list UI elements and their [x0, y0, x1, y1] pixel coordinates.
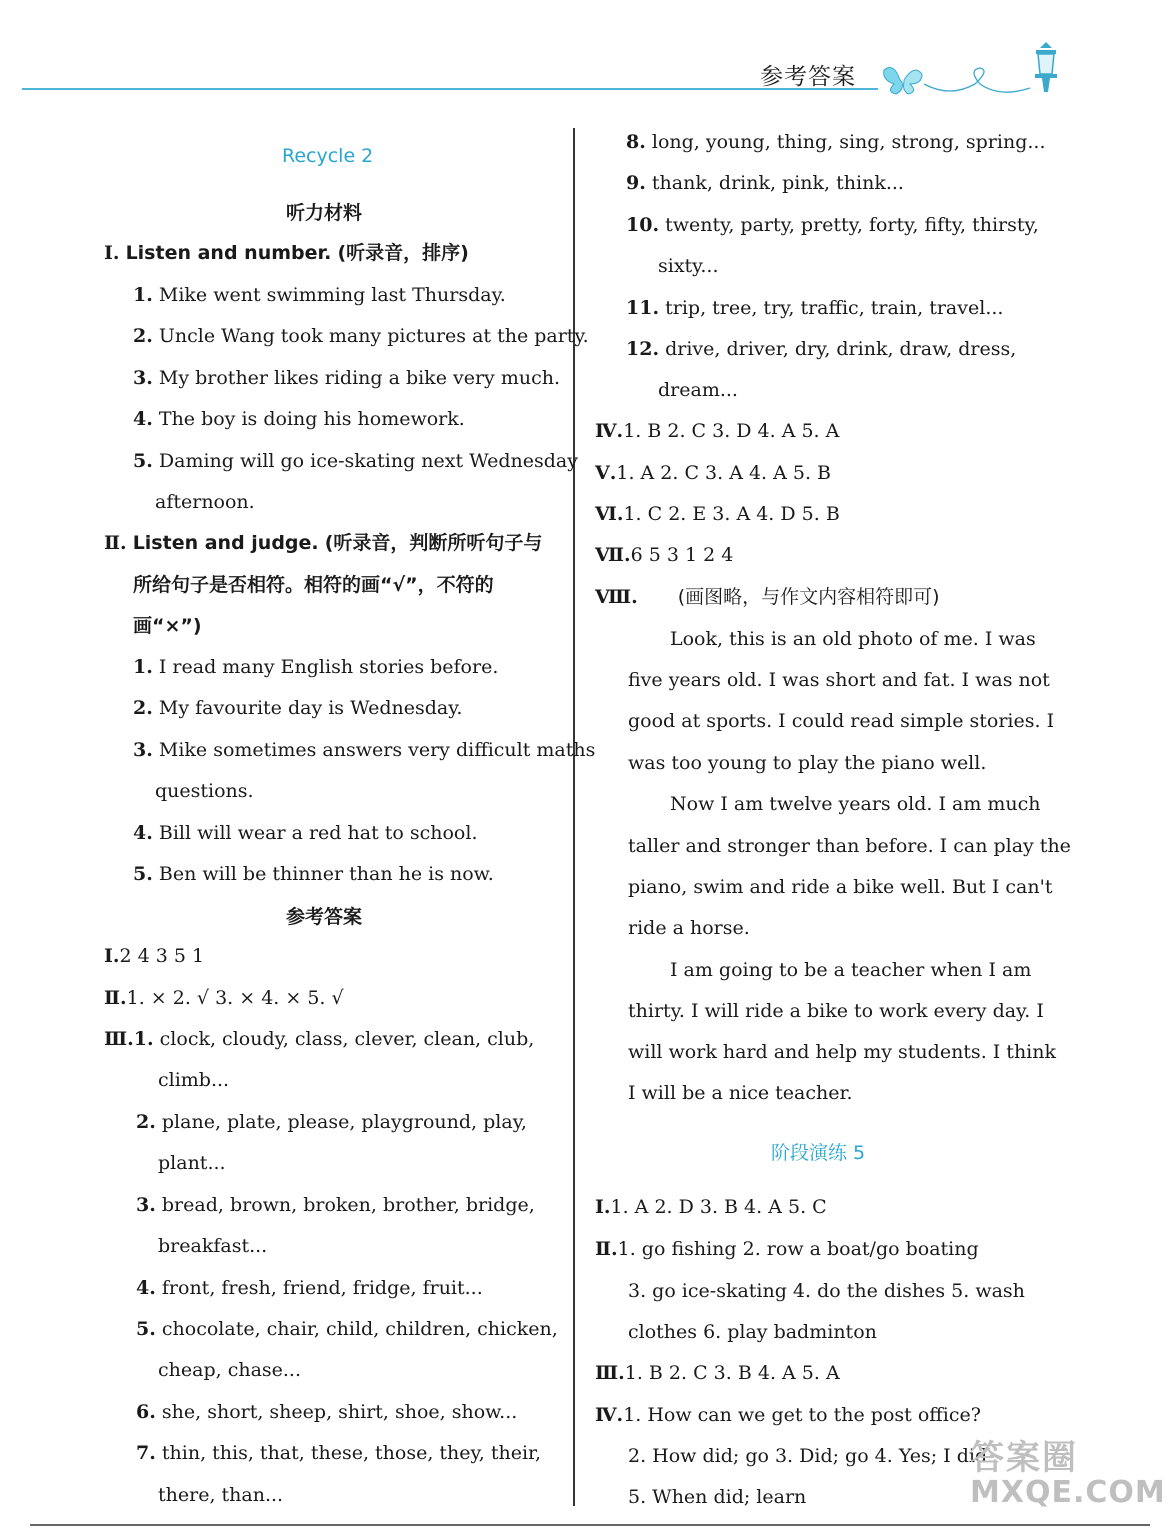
list-item: 5. Daming will go ice-skating next Wednesday — [133, 450, 578, 472]
list-item: 6. she, short, sheep, shirt, shoe, show... — [136, 1401, 518, 1423]
page-header-title: 参考答案 — [760, 64, 856, 90]
list-item: 5. Ben will be thinner than he is now. — [133, 863, 494, 885]
list-item: 2. My favourite day is Wednesday. — [133, 697, 463, 719]
answer-row-4: Ⅳ.1. B 2. C 3. D 4. A 5. A — [595, 420, 840, 442]
answer-row-2: Ⅱ.1. × 2. √ 3. × 4. × 5. √ — [104, 987, 344, 1009]
recycle-title: Recycle 2 — [282, 145, 374, 167]
section-2-heading-line3: 画“×”) — [133, 615, 202, 637]
stage-answer-line: 3. go ice-skating 4. do the dishes 5. wash — [628, 1280, 1025, 1302]
list-item-continuation: questions. — [155, 780, 254, 802]
list-item: 10. twenty, party, pretty, forty, fifty, thirsty, — [626, 214, 1039, 236]
stage-title: 阶段演练 5 — [771, 1142, 866, 1164]
answer-row-8: Ⅷ. (画图略，与作文内容相符即可) — [595, 586, 940, 608]
stage-answer-line: 2. How did; go 3. Did; go 4. Yes; I did — [628, 1445, 988, 1467]
section-2-heading-line2: 所给句子是否相符。相符的画“√”，不符的 — [133, 574, 494, 596]
list-item: 2. Uncle Wang took many pictures at the party. — [133, 325, 589, 347]
answer-row-7: Ⅶ.6 5 3 1 2 4 — [595, 544, 734, 566]
essay-line: will work hard and help my students. I think — [628, 1041, 1057, 1063]
site-watermark: 答案圈 MXQE.COM — [970, 1438, 1166, 1510]
listening-title: 听力材料 — [286, 202, 363, 224]
list-item: 11. trip, tree, try, traffic, train, travel... — [626, 297, 1004, 319]
essay-line: ride a horse. — [628, 917, 750, 939]
essay-line: Now I am twelve years old. I am much — [670, 793, 1041, 815]
list-item: 4. The boy is doing his homework. — [133, 408, 465, 430]
list-item: 7. thin, this, that, these, those, they, their, — [136, 1442, 542, 1464]
list-item: 2. plane, plate, please, playground, play, — [136, 1111, 527, 1133]
stage-answer-line: clothes 6. play badminton — [628, 1321, 877, 1343]
stage-answer-row-3: Ⅲ.1. B 2. C 3. B 4. A 5. A — [595, 1362, 840, 1384]
answer-row-1: Ⅰ.2 4 3 5 1 — [104, 945, 205, 967]
list-item: 8. long, young, thing, sing, strong, spring... — [626, 131, 1046, 153]
essay-line: taller and stronger than before. I can play the — [628, 835, 1071, 857]
list-item-continuation: there, than... — [158, 1484, 284, 1506]
list-item: 3. bread, brown, broken, brother, bridge, — [136, 1194, 535, 1216]
list-item: 9. thank, drink, pink, think... — [626, 172, 904, 194]
essay-line: I will be a nice teacher. — [628, 1082, 853, 1104]
stage-answer-row-2: Ⅱ.1. go fishing 2. row a boat/go boating — [595, 1238, 979, 1260]
list-item: 3. Mike sometimes answers very difficult maths — [133, 739, 596, 761]
footer-rule — [30, 1524, 1150, 1526]
list-item-continuation: dream... — [658, 379, 738, 401]
list-item-continuation: breakfast... — [158, 1235, 268, 1257]
list-item: 4. Bill will wear a red hat to school. — [133, 822, 478, 844]
essay-line: I am going to be a teacher when I am — [670, 959, 1032, 981]
answer-row-3: Ⅲ.1. clock, cloudy, class, clever, clean, club, — [104, 1028, 535, 1050]
stage-answer-row-4: Ⅳ.1. How can we get to the post office? — [595, 1404, 981, 1426]
list-item-continuation: climb... — [158, 1069, 230, 1091]
essay-line: thirty. I will ride a bike to work every day. I — [628, 1000, 1044, 1022]
butterfly-lamp-decoration-icon — [880, 40, 1080, 100]
list-item-continuation: sixty... — [658, 255, 719, 277]
essay-line: was too young to play the piano well. — [628, 752, 987, 774]
list-item-continuation: afternoon. — [155, 491, 255, 513]
list-item: 3. My brother likes riding a bike very much. — [133, 367, 560, 389]
list-item: 4. front, fresh, friend, fridge, fruit... — [136, 1277, 483, 1299]
list-item: 1. Mike went swimming last Thursday. — [133, 284, 506, 306]
list-item-continuation: plant... — [158, 1152, 226, 1174]
answer-row-6: Ⅵ.1. C 2. E 3. A 4. D 5. B — [595, 503, 840, 525]
header-rule — [22, 88, 878, 90]
list-item: 5. chocolate, chair, child, children, chicken, — [136, 1318, 558, 1340]
stage-answer-line: 5. When did; learn — [628, 1486, 807, 1508]
list-item-continuation: cheap, chase... — [158, 1359, 302, 1381]
section-1-heading: Ⅰ. Listen and number. (听录音，排序) — [104, 242, 469, 264]
essay-line: piano, swim and ride a bike well. But I can't — [628, 876, 1053, 898]
answer-row-5: Ⅴ.1. A 2. C 3. A 4. A 5. B — [595, 462, 832, 484]
list-item: 1. I read many English stories before. — [133, 656, 499, 678]
answers-title: 参考答案 — [286, 906, 363, 928]
essay-line: five years old. I was short and fat. I was not — [628, 669, 1050, 691]
stage-answer-row-1: Ⅰ.1. A 2. D 3. B 4. A 5. C — [595, 1196, 827, 1218]
essay-line: Look, this is an old photo of me. I was — [670, 628, 1036, 650]
list-item: 12. drive, driver, dry, drink, draw, dress, — [626, 338, 1017, 360]
essay-line: good at sports. I could read simple stories. I — [628, 710, 1055, 732]
section-2-heading: Ⅱ. Listen and judge. (听录音，判断所听句子与 — [104, 532, 543, 554]
